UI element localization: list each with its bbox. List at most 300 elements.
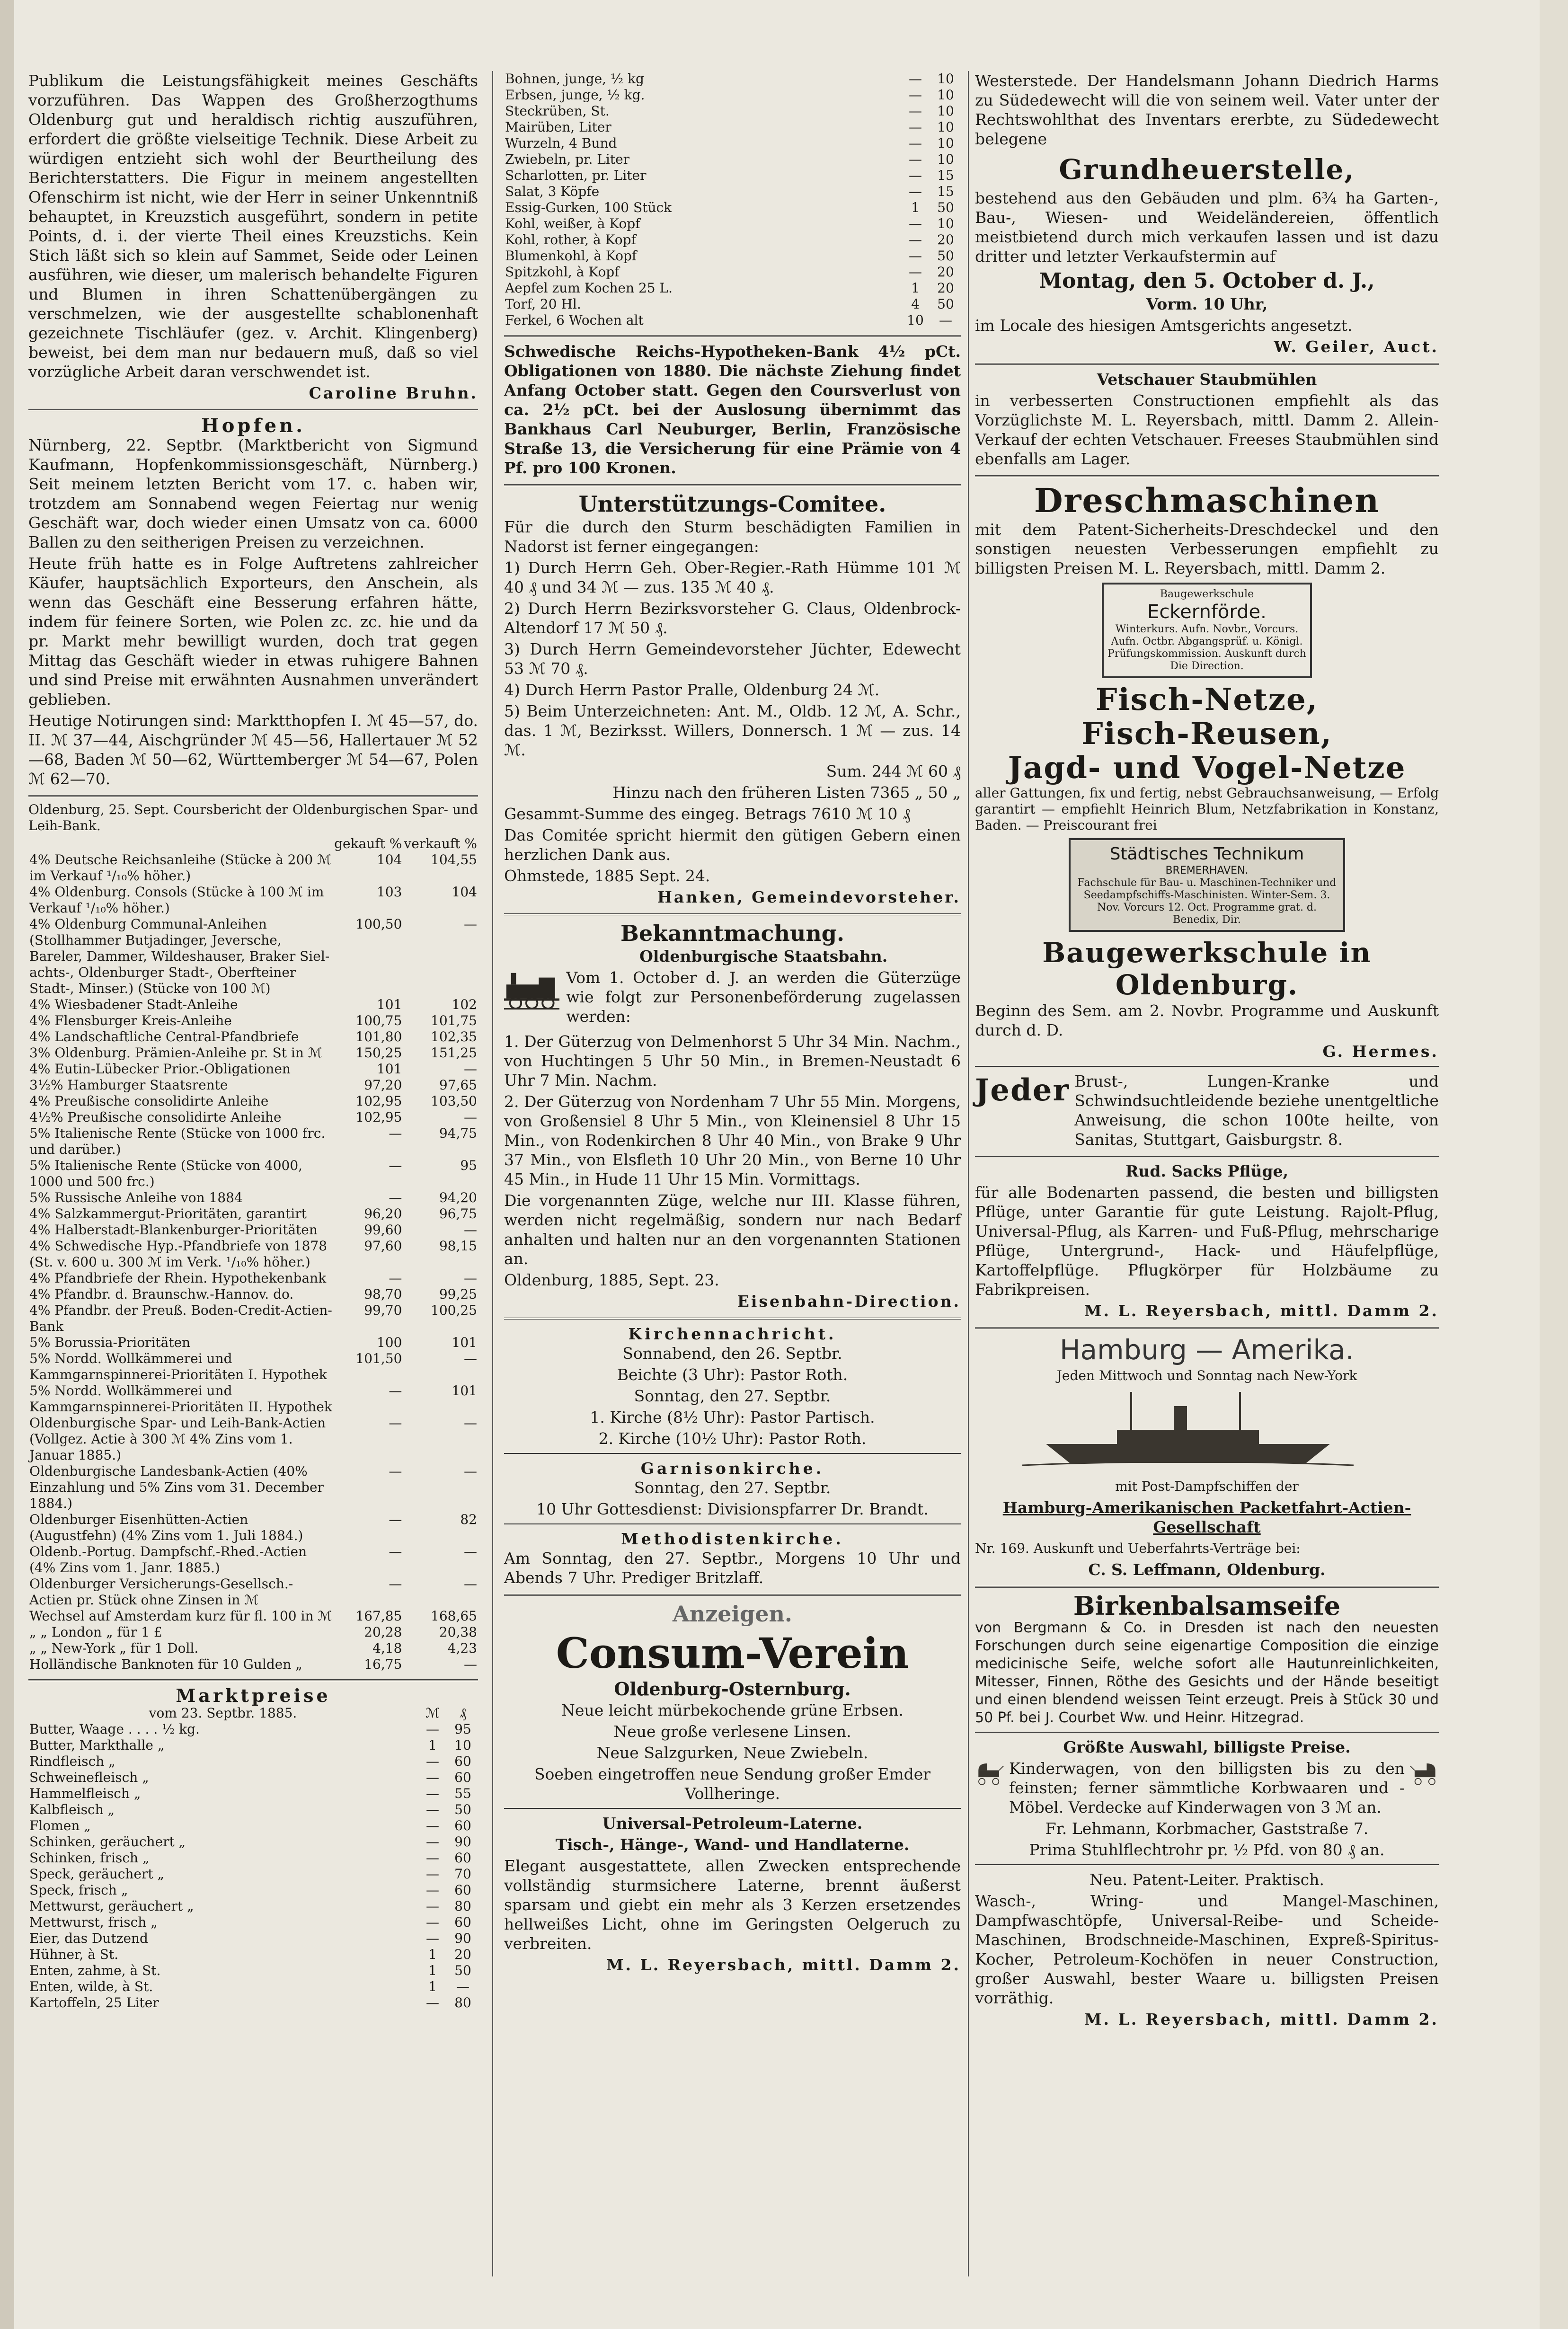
intro-text: Publikum die Leistungsfähigkeit meines Geschäfts vorzuführen. Das Wappen des Großherzogthums Oldenburg gut und heraldisch richtig auszuführen, erfordert die größte vielseitige Technik. Diese Arbeit zu würdigen entzieht sich wohl der Beurtheilung des Berichterstatters. Die Figur in meinem angestellten Ofenschirm ist nicht, wie der Herr in seiner Unkenntniß behauptet, in Kreuzstich ausgeführt, sondern in petite Points, d. i. der vierte Theil eines Kreuzstichs. Kein Stich läßt sich so klein auf Sammet, Seide oder Leinen ausführen, wie dieser, um malerisch behandelte Figuren und Blumen in ihren Schattenübergängen zu verschmelzen, wie der ausgestellte schablonenhaft gezeichnete Tischläufer (gez. v. Archit. Klingenberg) beweist, bei dem man nur bedauern muß, daß so viel vorzügliche Arbeit daran verschwendet ist. bbox=[28, 71, 478, 381]
markt-row-cell: Butter, Markthalle „ bbox=[29, 1737, 165, 1753]
kurs-col-sold: verkauft % bbox=[404, 836, 477, 851]
kurs-row-cell: 102 bbox=[452, 997, 477, 1012]
markt-row bbox=[28, 1753, 478, 1770]
locomotive-icon bbox=[504, 947, 559, 1032]
markt-row bbox=[28, 1963, 478, 1979]
kurs-row-cell: 5% Nordd. Wollkämmerei und Kammgarnspinnerei-Prioritäten I. Hypothek bbox=[29, 1351, 327, 1382]
column-rule bbox=[968, 71, 969, 2276]
markt-row-cell: 60 bbox=[454, 1914, 471, 1930]
unter-sign: Hanken, Gemeindevorsteher. bbox=[657, 888, 961, 906]
markt-row-cell: Schweinefleisch „ bbox=[29, 1770, 149, 1785]
kurs-row-cell: — bbox=[464, 1109, 477, 1125]
eck-title: Baugewerkschule bbox=[1160, 588, 1254, 600]
kurs-row-cell: — bbox=[389, 1190, 402, 1205]
markt-row bbox=[28, 1802, 478, 1818]
price-row bbox=[504, 168, 961, 184]
markt-row-cell: — bbox=[426, 1995, 439, 2010]
kurs-row bbox=[28, 1061, 478, 1077]
west-p2: bestehend aus den Gebäuden und plm. 6¾ ha Garten-, Bau-, Wiesen- und Weideländereien, öffentlich meistbietend durch mich verkaufen lassen und ist dazu dritter und letzter Verkaufstermin auf bbox=[975, 189, 1439, 266]
kurs-row-cell: 3% Oldenburg. Prämien-Anleihe pr. St in ℳ bbox=[29, 1045, 322, 1061]
kurs-row bbox=[28, 1286, 478, 1302]
technikum-box bbox=[1069, 838, 1345, 932]
kurs-row-cell: 16,75 bbox=[364, 1656, 402, 1672]
markt-row-cell: 1 bbox=[428, 1963, 437, 1978]
kurs-row-cell: 99,25 bbox=[439, 1286, 477, 1302]
korb-title: Größte Auswahl, billigste Preise. bbox=[1063, 1738, 1351, 1756]
kurs-row-cell: 101,75 bbox=[431, 1013, 477, 1028]
sack-text: für alle Bodenarten passend, die besten und billigsten Pflüge, unter Garantie für gute Leistung. Rajolt-Pflug, Universal-Pflug, als Karren- und Fuß-Pflug, mehrscharige Pflüge, Untergrund-, Hack- und Häufelpflüge, Kartoffelpflüge. Pflugkörper für Holzbäume zu Fabrikpreisen. bbox=[975, 1183, 1439, 1299]
price-row-cell: Kohl, weißer, à Kopf bbox=[505, 216, 640, 231]
kurs-row-cell: 4½% Preußische consolidirte Anleihe bbox=[29, 1109, 282, 1125]
kurs-row-cell: 4% Salzkammergut-Prioritäten, garantirt bbox=[29, 1206, 307, 1222]
markt-row-cell: Enten, zahme, à St. bbox=[29, 1963, 161, 1978]
markt-row-cell: — bbox=[426, 1931, 439, 1946]
markt-row bbox=[28, 1834, 478, 1850]
markt-row-cell: Butter, Waage . . . . ½ kg. bbox=[29, 1721, 200, 1737]
price-row bbox=[504, 103, 961, 119]
kurs-row-cell: 97,65 bbox=[439, 1077, 477, 1093]
markt-row-cell: 80 bbox=[454, 1995, 471, 2010]
price-row-cell: — bbox=[909, 103, 922, 119]
kurs-row bbox=[28, 1222, 478, 1238]
kurs-row-cell: — bbox=[464, 1544, 477, 1559]
kurs-row-cell: Oldenb.-Portug. Dampfschf.-Rhed.-Actien (4% Zins vom 1. Janr. 1885.) bbox=[29, 1544, 307, 1576]
price-row-cell: 1 bbox=[911, 200, 920, 215]
markt-row-cell: 60 bbox=[454, 1850, 471, 1866]
kurs-row-cell: — bbox=[464, 1351, 477, 1366]
kurs-row-cell: 151,25 bbox=[431, 1045, 477, 1061]
kurs-row-cell: 103,50 bbox=[431, 1093, 477, 1109]
ham-nr: Nr. 169. bbox=[975, 1541, 1029, 1556]
markt-title: Marktpreise bbox=[176, 1685, 331, 1706]
unter-sum2: Hinzu nach den früheren Listen 7365 „ 50 „ bbox=[612, 783, 961, 802]
markt-row bbox=[28, 1979, 478, 1995]
kurs-row-cell: 5% Russische Anleihe von 1884 bbox=[29, 1190, 243, 1205]
kurs-row-cell: 167,85 bbox=[355, 1608, 402, 1624]
kurs-row-cell: Holländische Banknoten für 10 Gulden „ bbox=[29, 1656, 302, 1672]
ham-title: Hamburg — Amerika. bbox=[1059, 1334, 1355, 1366]
markt-row-cell: — bbox=[426, 1786, 439, 1801]
kurs-row-cell: — bbox=[389, 1383, 402, 1399]
ham-text2: Hamburg-Amerikanischen Packetfahrt-Actien-Gesellschaft bbox=[1002, 1498, 1411, 1536]
markt-row-cell: — bbox=[426, 1770, 439, 1785]
markt-row-cell: 95 bbox=[454, 1721, 471, 1737]
unter-title: Unterstützungs-Comitee. bbox=[578, 491, 886, 517]
markt-row bbox=[28, 1898, 478, 1914]
price-row bbox=[504, 151, 961, 168]
kurs-row bbox=[28, 1077, 478, 1093]
price-row bbox=[504, 264, 961, 280]
unter-sum: Sum. 244 ℳ 60 ₰ bbox=[826, 762, 961, 780]
kurs-row-cell: 104,55 bbox=[431, 852, 477, 868]
kurs-row-cell: 99,70 bbox=[364, 1302, 402, 1318]
kurs-row bbox=[28, 1544, 478, 1576]
korb-sign: Fr. Lehmann, Korbmacher, Gaststraße 7. bbox=[1045, 1819, 1369, 1838]
kurs-row-cell: „ „ New-York „ für 1 Doll. bbox=[29, 1640, 199, 1656]
consum-line: Neue leicht mürbekochende grüne Erbsen. bbox=[561, 1701, 904, 1719]
price-row-cell: 10 bbox=[937, 103, 954, 119]
kurs-row-cell: 100,50 bbox=[355, 916, 402, 932]
kurs-row-cell: 95 bbox=[460, 1158, 477, 1173]
markt-row-cell: — bbox=[426, 1914, 439, 1930]
kurs-row-cell: 5% Italienische Rente (Stücke von 1000 frc. und darüber.) bbox=[29, 1125, 326, 1157]
hopfen-p1: Nürnberg, 22. Septbr. (Marktbericht von Sigmund Kaufmann, Hopfenkommissionsgeschäft, Nürnberg.) Seit meinem letzten Bericht vom 17. c. haben wir, trotzdem am Sonnabend wegen Feiertag nur wenig Geschäft war, doch wieder einen Umsatz von ca. 6000 Ballen zu den seitherigen Preisen zu verzeichnen. bbox=[28, 436, 478, 551]
column-2 bbox=[504, 71, 961, 1976]
markt-row bbox=[28, 1931, 478, 1947]
price-row-cell: — bbox=[909, 216, 922, 231]
kurs-row-cell: — bbox=[464, 1576, 477, 1592]
jeder-text: Brust-, Lungen-Kranke und Schwindsuchtleidende beziehe unentgeltliche Anweisung, die schon 100te heilte, von Sanitas, Stuttgart, Gaisburgstr. 8. bbox=[1074, 1072, 1439, 1149]
price-row-cell: — bbox=[909, 87, 922, 103]
west-date: Montag, den 5. October d. J., bbox=[1039, 269, 1375, 293]
masch-text: Wasch-, Wring- und Mangel-Maschinen, Dampfwaschtöpfe, Universal-Reibe- und Scheide-Maschinen, Brodschneide-Maschinen, Expreß-Spiritus-Kocher, Petroleum-Kochöfen in neuer Construction, großer Auswahl, bester Waare u. billigsten Preisen vorräthig. bbox=[975, 1892, 1439, 2007]
meth-text: Am Sonntag, den 27. Septbr., Morgens 10 Uhr und Abends 7 Uhr. Prediger Britzlaff. bbox=[504, 1549, 961, 1587]
price-row-cell: — bbox=[909, 232, 922, 248]
kurs-row-cell: 101,50 bbox=[355, 1351, 402, 1366]
bek-p3: 2. Der Güterzug von Nordenham 7 Uhr 55 Min. Morgens, von Großensiel 8 Uhr 5 Min., von Kleinensiel 8 Uhr 15 Min., von Rodenkirchen 8 Uhr 40 Min., von Brake 9 Uhr 37 Min., von Elsfleth 10 Uhr 20 Min., von Berne 10 Uhr 45 Min., in Hude 11 Uhr 15 Min. Vormittags. bbox=[504, 1092, 961, 1188]
kurs-row-cell: 97,60 bbox=[364, 1238, 402, 1254]
eck-name: Eckernförde. bbox=[1147, 601, 1267, 623]
kurs-row-cell: 4% Deutsche Reichsanleihe (Stücke à 200 ℳ im Verkauf ¹/₁₀% höher.) bbox=[29, 852, 331, 884]
lat-title: Universal-Petroleum-Laterne. bbox=[602, 1814, 863, 1833]
korb-text: Kinderwagen, von den billigsten bis zu den feinsten; ferner sämmtliche Korbwaaren und -Möbel. Verdecke auf Kinderwagen von 3 ℳ an. bbox=[1009, 1759, 1405, 1816]
kurs-row-cell: 98,70 bbox=[364, 1286, 402, 1302]
consum-title: Consum-Verein bbox=[556, 1629, 909, 1678]
anz-title: Anzeigen. bbox=[673, 1601, 792, 1627]
ham-sign: C. S. Leffmann, Oldenburg. bbox=[1088, 1560, 1326, 1579]
markt-row bbox=[28, 1737, 478, 1753]
markt-row bbox=[28, 1818, 478, 1834]
kurs-row-cell: 4% Oldenburg Communal-Anleihen (Stollhammer Butjadinger, Jeversche, Bareler, Dammer, Wildeshauser, Braker Siel-achts-, Oldenburger Stadt-, Oberfteiner Stadt-, Minser.) (Stücke von 100 ℳ) bbox=[29, 916, 330, 996]
markt-row-cell: 1 bbox=[428, 1737, 437, 1753]
markt-col-pf: ₰ bbox=[460, 1705, 466, 1721]
pram-icon bbox=[975, 1737, 1004, 1808]
markt-row-cell: 60 bbox=[454, 1818, 471, 1833]
price-row-cell: Wurzeln, 4 Bund bbox=[505, 135, 617, 151]
kurs-row-cell: 4% Landschaftliche Central-Pfandbriefe bbox=[29, 1029, 299, 1045]
kurs-row bbox=[28, 1206, 478, 1222]
bek-p1: Vom 1. October d. J. an werden die Güterzüge wie folgt zur Personenbeförderung zugelassen werden: bbox=[566, 968, 961, 1026]
markt-table bbox=[28, 1705, 478, 2011]
price-row-cell: 10 bbox=[937, 119, 954, 135]
kurs-row-cell: 5% Borussia-Prioritäten bbox=[29, 1335, 191, 1350]
kurs-row-cell: 4,18 bbox=[372, 1640, 402, 1656]
price-row-cell: 10 bbox=[937, 151, 954, 167]
lat-text: Elegant ausgestattete, allen Zwecken entsprechende vollständig sturmsichere Laterne, brennt äußerst sparsam und giebt ein mehr als 3 Kerzen ersetzendes hellweißes Licht, ohne im Geringsten Oelgeruch zu verbreiten. bbox=[504, 1857, 961, 1953]
price-row-cell: 10 bbox=[937, 135, 954, 151]
ham-sub: Jeden Mittwoch und Sonntag nach New-York bbox=[1056, 1368, 1357, 1383]
staub-title: Vetschauer Staubmühlen bbox=[1097, 370, 1317, 389]
kurs-row bbox=[28, 1576, 478, 1608]
netz-text: aller Gattungen, fix und fertig, nebst Gebrauchsanweisung, — Erfolg garantirt — empfiehlt Heinrich Blum, Netzfabrikation in Konstanz, Baden. — Preiscourant frei bbox=[975, 785, 1439, 833]
markt-row-cell: 90 bbox=[454, 1931, 471, 1946]
bau-sign: G. Hermes. bbox=[1322, 1042, 1439, 1061]
bau-title: Baugewerkschule in Oldenburg. bbox=[1042, 937, 1372, 1001]
price-row-cell: Erbsen, junge, ½ kg. bbox=[505, 87, 645, 103]
price-row-cell: Essig-Gurken, 100 Stück bbox=[505, 200, 672, 215]
kurs-row-cell: 100,25 bbox=[431, 1302, 477, 1318]
schwed-notice: Schwedische Reichs-Hypotheken-Bank 4½ pCt. Obligationen von 1880. Die nächste Ziehung findet Anfang October statt. Gegen den Coursverlust von ca. 2½ pCt. bei der Auslosung übernimmt das Bankhaus Carl Neuburger, Berlin, Französische Straße 13, die Versicherung für eine Prämie von 4 Pf. pro 100 Kronen. bbox=[504, 342, 961, 477]
kurs-row-cell: 100 bbox=[376, 1335, 402, 1350]
consum-line: Neue große verlesene Linsen. bbox=[613, 1722, 851, 1741]
kurs-row-cell: 98,15 bbox=[439, 1238, 477, 1254]
price-row-cell: Aepfel zum Kochen 25 L. bbox=[505, 280, 673, 296]
kurs-row-cell: 4% Wiesbadener Stadt-Anleihe bbox=[29, 997, 238, 1012]
kurs-row-cell: Oldenburger Eisenhütten-Actien (Augustfehn) (4% Zins vom 1. Juli 1884.) bbox=[29, 1512, 303, 1543]
kurs-row-cell: — bbox=[464, 1222, 477, 1238]
kurs-row-cell: 97,20 bbox=[364, 1077, 402, 1093]
price-row-cell: — bbox=[909, 264, 922, 280]
kirch-line: Sonntag, den 27. Septbr. bbox=[634, 1387, 831, 1405]
kurs-row-cell: 4% Halberstadt-Blankenburger-Prioritäten bbox=[29, 1222, 318, 1238]
markt-row-cell: — bbox=[426, 1802, 439, 1817]
markt-row-cell: Speck, frisch „ bbox=[29, 1882, 128, 1898]
markt-row-cell: 55 bbox=[454, 1786, 471, 1801]
price-row-cell: Blumenkohl, à Kopf bbox=[505, 248, 637, 264]
kurs-row-cell: 4% Pfandbr. d. Braunschw.-Hannov. do. bbox=[29, 1286, 294, 1302]
kurs-row-cell: 4% Flensburger Kreis-Anleihe bbox=[29, 1013, 232, 1028]
kurs-row bbox=[28, 1624, 478, 1640]
price-row-cell: — bbox=[909, 119, 922, 135]
birk-title: Birkenbalsamseife bbox=[1073, 1591, 1341, 1621]
lat-sub: Tisch-, Hänge-, Wand- und Handlaterne. bbox=[555, 1835, 910, 1854]
kurs-row-cell: 100,75 bbox=[355, 1013, 402, 1028]
kurs-row bbox=[28, 1383, 478, 1415]
markt-row-cell: Eier, das Dutzend bbox=[29, 1931, 148, 1946]
price-row-cell: — bbox=[909, 248, 922, 264]
markt-row bbox=[28, 1914, 478, 1931]
price-row-cell: 20 bbox=[937, 232, 954, 248]
bek-place: Oldenburg, 1885, Sept. 23. bbox=[504, 1271, 719, 1289]
kurs-row bbox=[28, 1029, 478, 1045]
kurs-row bbox=[28, 1109, 478, 1125]
kurs-row-cell: 4% Oldenburg. Consols (Stücke à 100 ℳ im Verkauf ¹/₁₀% höher.) bbox=[29, 884, 324, 916]
price-row-cell: Scharlotten, pr. Liter bbox=[505, 168, 647, 183]
netz-title-2: Fisch-Reusen, bbox=[1081, 716, 1332, 752]
dresch-title: Dreschmaschinen bbox=[1034, 481, 1380, 520]
eckernfoerde-box bbox=[1102, 583, 1312, 678]
kurs-head: Oldenburg, 25. Sept. Coursbericht der Oldenburgischen Spar- und Leih-Bank. bbox=[28, 802, 478, 833]
eck-text: Winterkurs. Aufn. Novbr., Vorcurs. Aufn. Octbr. Abgangsprüf. u. Königl. Prüfungskommission. Auskunft durch Die Direction. bbox=[1107, 623, 1306, 672]
markt-row-cell: 1 bbox=[428, 1947, 437, 1962]
kurs-row bbox=[28, 1463, 478, 1512]
kurs-row-cell: — bbox=[389, 1544, 402, 1559]
bek-sign: Eisenbahn-Direction. bbox=[737, 1292, 961, 1311]
price-row-cell: Spitzkohl, à Kopf bbox=[505, 264, 620, 280]
kurs-row-cell: — bbox=[389, 1270, 402, 1286]
price-row-cell: Mairüben, Liter bbox=[505, 119, 611, 135]
masch-head: Neu. Patent-Leiter. Praktisch. bbox=[1089, 1870, 1325, 1889]
unter-total: Gesammt-Summe des eingeg. Betrags 7610 ℳ 10 ₰ bbox=[504, 805, 911, 823]
price-row-cell: 50 bbox=[937, 296, 954, 312]
kurs-row-cell: 102,35 bbox=[431, 1029, 477, 1045]
kurs-row-cell: 101,80 bbox=[355, 1029, 402, 1045]
meth-title: Methodistenkirche. bbox=[621, 1530, 844, 1548]
kurs-row-cell: 102,95 bbox=[355, 1093, 402, 1109]
price-row bbox=[504, 216, 961, 232]
markt-row-cell: Mettwurst, geräuchert „ bbox=[29, 1898, 194, 1914]
markt-row-cell: Rindfleisch „ bbox=[29, 1753, 115, 1769]
kurs-row bbox=[28, 1351, 478, 1383]
kurs-row-cell: 103 bbox=[376, 884, 402, 900]
bek-p2: 1. Der Güterzug von Delmenhorst 5 Uhr 34 Min. Nachm., von Huchtingen 5 Uhr 50 Min., in Bremen-Neustadt 6 Uhr 7 Min. Nachm. bbox=[504, 1032, 961, 1089]
kurs-row-cell: 4,23 bbox=[447, 1640, 477, 1656]
kurs-row-cell: 94,75 bbox=[439, 1125, 477, 1141]
kurs-row-cell: 101 bbox=[376, 1061, 402, 1077]
kurs-row bbox=[28, 1656, 478, 1673]
kurs-col-bought: gekauft % bbox=[334, 836, 402, 851]
kurs-row-cell: 82 bbox=[460, 1512, 477, 1527]
kirch-line: Sonnabend, den 26. Septbr. bbox=[622, 1344, 842, 1363]
ham-text1: mit Post-Dampfschiffen der bbox=[1115, 1479, 1299, 1494]
kurs-row-cell: — bbox=[389, 1463, 402, 1479]
price-row bbox=[504, 119, 961, 135]
garn-line: 10 Uhr Gottesdienst: Divisionspfarrer Dr. Brandt. bbox=[536, 1500, 929, 1518]
markt-row-cell: Schinken, frisch „ bbox=[29, 1850, 150, 1866]
kurs-row-cell: 101 bbox=[452, 1383, 477, 1399]
unter-item: 1) Durch Herrn Geh. Ober-Regier.-Rath Hümme 101 ℳ 40 ₰ und 34 ℳ — zus. 135 ℳ 40 ₰. bbox=[504, 558, 961, 596]
kurs-row-cell: 104 bbox=[452, 884, 477, 900]
ham-text3: Auskunft und Ueberfahrts-Verträge bei: bbox=[1033, 1541, 1301, 1556]
kurs-row-cell: 94,20 bbox=[439, 1190, 477, 1205]
kurs-row bbox=[28, 1190, 478, 1206]
markt-row bbox=[28, 1947, 478, 1963]
kurs-row-cell: — bbox=[389, 1576, 402, 1592]
markt-row-cell: 70 bbox=[454, 1866, 471, 1882]
price-row-cell: Zwiebeln, pr. Liter bbox=[505, 151, 630, 167]
price-row-cell: — bbox=[909, 71, 922, 87]
lat-sign: M. L. Reyersbach, mittl. Damm 2. bbox=[606, 1956, 961, 1974]
price-row-cell: — bbox=[909, 168, 922, 183]
unter-item: 4) Durch Herrn Pastor Pralle, Oldenburg 24 ℳ. bbox=[504, 681, 880, 699]
bek-title: Bekanntmachung. bbox=[620, 921, 844, 946]
unter-item: 5) Beim Unterzeichneten: Ant. M., Oldb. 12 ℳ, A. Schr., das. 1 ℳ, Bezirksst. Willers, Donnersch. 1 ℳ — zus. 14 ℳ. bbox=[504, 702, 961, 759]
markt-row-cell: 10 bbox=[454, 1737, 471, 1753]
bek-p4: Die vorgenannten Züge, welche nur III. Klasse führen, werden nicht regelmäßig, sondern nur nach Bedarf anhalten und halten nur an den vorgenannten Stationen an. bbox=[504, 1191, 961, 1268]
price-row bbox=[504, 248, 961, 264]
kurs-row-cell: 4% Preußische consolidirte Anleihe bbox=[29, 1093, 269, 1109]
markt-row bbox=[28, 1866, 478, 1882]
column-rule bbox=[492, 71, 493, 2276]
kurs-row bbox=[28, 1158, 478, 1190]
markt-row-cell: Mettwurst, frisch „ bbox=[29, 1914, 158, 1930]
kurs-row-cell: 4% Pfandbriefe der Rhein. Hypothekenbank bbox=[29, 1270, 327, 1286]
kurs-row bbox=[28, 1013, 478, 1029]
price-row-cell: Bohnen, junge, ½ kg bbox=[505, 71, 644, 87]
price-row bbox=[504, 87, 961, 103]
markt-row-cell: — bbox=[426, 1818, 439, 1833]
kurs-row-cell: 3½% Hamburger Staatsrente bbox=[29, 1077, 228, 1093]
steamship-icon bbox=[975, 1387, 1401, 1472]
dresch-text: mit dem Patent-Sicherheits-Dreschdeckel und den sonstigen neuesten Verbesserungen empfiehlt zu billigsten Preisen M. L. Reyersbach, mittl. Damm 2. bbox=[975, 520, 1439, 577]
markt-row-cell: 60 bbox=[454, 1753, 471, 1769]
west-title: Grundheuerstelle, bbox=[1059, 153, 1355, 186]
kurs-row bbox=[28, 1512, 478, 1544]
kurs-row bbox=[28, 1302, 478, 1335]
price-row-cell: — bbox=[909, 135, 922, 151]
markt-row-cell: Flomen „ bbox=[29, 1818, 91, 1833]
kurs-row bbox=[28, 884, 478, 916]
kurs-row-cell: 4% Eutin-Lübecker Prior.-Obligationen bbox=[29, 1061, 291, 1077]
netz-title-1: Fisch-Netze, bbox=[1096, 682, 1318, 717]
jeder-title: Jeder bbox=[975, 1072, 1070, 1108]
price-row-cell: 10 bbox=[937, 71, 954, 87]
kurs-row-cell: — bbox=[464, 1061, 477, 1077]
kurs-row bbox=[28, 1270, 478, 1286]
sack-title: Rud. Sacks Pflüge, bbox=[1125, 1162, 1289, 1180]
kurs-row-cell: 99,60 bbox=[364, 1222, 402, 1238]
price-row-cell: 10 bbox=[937, 87, 954, 103]
hopfen-p2: Heute früh hatte es in Folge Auftretens zahlreicher Käufer, hauptsächlich Exporteurs, den Anschein, als wenn das Geschäft eine Besserung erfahren hätte, indem für feinere Sorten, wie Polen zc. zc. hie und da pr. Markt mehr bewilligt wurden, doch trat gegen Mittag das Geschäft wieder in etwas ruhigere Bahnen und sind Preise mit erwähnten Ausnahmen unverändert geblieben. bbox=[28, 554, 478, 708]
kurs-row-cell: 4% Schwedische Hyp.-Pfandbriefe von 1878 (St. v. 600 u. 300 ℳ im Verk. ¹/₁₀% höher.) bbox=[29, 1238, 328, 1270]
price-row bbox=[504, 296, 961, 312]
kurs-row bbox=[28, 1640, 478, 1656]
price-row-cell: 10 bbox=[907, 312, 924, 328]
kurs-row bbox=[28, 1608, 478, 1624]
markt-row bbox=[28, 1786, 478, 1802]
kurs-row-cell: — bbox=[464, 1415, 477, 1431]
unter-item: 3) Durch Herrn Gemeindevorsteher Jüchter, Edewecht 53 ℳ 70 ₰. bbox=[504, 640, 961, 678]
price-row bbox=[504, 312, 961, 328]
markt-row-cell: Hammelfleisch „ bbox=[29, 1786, 141, 1801]
price-row-cell: Salat, 3 Köpfe bbox=[505, 184, 600, 199]
kurs-row-cell: 168,65 bbox=[431, 1608, 477, 1624]
kirch-line: Beichte (3 Uhr): Pastor Roth. bbox=[617, 1365, 848, 1384]
tech-text: Fachschule für Bau- u. Maschinen-Techniker und Seedampfschiffs-Maschinisten. Winter-Sem. 3. Nov. Vorcurs 12. Oct. Programme grat. d. Benedix, Dir. bbox=[1077, 877, 1337, 926]
binding-edge bbox=[0, 0, 14, 2329]
kurs-row-cell: Oldenburgische Landesbank-Actien (40% Einzahlung und 5% Zins vom 31. December 1884.) bbox=[29, 1463, 324, 1511]
kurs-row-cell: — bbox=[464, 1270, 477, 1286]
kirch-line: 2. Kirche (10½ Uhr): Pastor Roth. bbox=[598, 1429, 867, 1448]
page-edge bbox=[1540, 0, 1568, 2329]
price-row-cell: 15 bbox=[937, 184, 954, 199]
hopfen-p3: Heutige Notirungen sind: Marktthopfen I. ℳ 45—57, do. II. ℳ 37—44, Aischgründer ℳ 45—56, Hallertauer ℳ 52—68, Baden ℳ 50—62, Württemberger ℳ 54—67, Polen ℳ 62—70. bbox=[28, 711, 478, 788]
markt-row-cell: 50 bbox=[454, 1802, 471, 1817]
price-row-cell: 50 bbox=[937, 200, 954, 215]
garn-line: Sonntag, den 27. Septbr. bbox=[634, 1479, 831, 1497]
markt-row bbox=[28, 1882, 478, 1898]
markt-row-cell: — bbox=[426, 1721, 439, 1737]
markt-row-cell: 50 bbox=[454, 1963, 471, 1978]
price-row-cell: Ferkel, 6 Wochen alt bbox=[505, 312, 644, 328]
west-sign: W. Geiler, Auct. bbox=[1274, 337, 1439, 356]
west-time: Vorm. 10 Uhr, bbox=[1146, 295, 1268, 313]
markt-row-cell: Kalbfleisch „ bbox=[29, 1802, 115, 1817]
price-row-cell: 1 bbox=[911, 280, 920, 296]
markt-col-mark: ℳ bbox=[425, 1705, 440, 1721]
price-row bbox=[504, 232, 961, 248]
markt-row-cell: Enten, wilde, à St. bbox=[29, 1979, 153, 1994]
consum-sub: Oldenburg-Osternburg. bbox=[614, 1678, 851, 1700]
bek-sub: Oldenburgische Staatsbahn. bbox=[639, 947, 888, 965]
pram-icon bbox=[1409, 1737, 1439, 1808]
unter-thanks: Das Comitée spricht hiermit den gütigen Gebern einen herzlichen Dank aus. bbox=[504, 826, 961, 864]
price-row-cell: Steckrüben, St. bbox=[505, 103, 610, 119]
kurs-row-cell: 20,38 bbox=[439, 1624, 477, 1640]
kurs-row bbox=[28, 1093, 478, 1109]
kurs-row-cell: 96,75 bbox=[439, 1206, 477, 1222]
markt-row-cell: — bbox=[456, 1979, 470, 1994]
kurs-row bbox=[28, 916, 478, 997]
markt-row-cell: 80 bbox=[454, 1898, 471, 1914]
kurs-row-cell: „ „ London „ für 1 £ bbox=[29, 1624, 162, 1640]
korb-line: Prima Stuhlflechtrohr pr. ½ Pfd. von 80 ₰ an. bbox=[1029, 1841, 1385, 1859]
markt-row-cell: 60 bbox=[454, 1882, 471, 1898]
kurs-row bbox=[28, 1415, 478, 1463]
kurs-row-cell: — bbox=[389, 1125, 402, 1141]
kurs-row-cell: — bbox=[464, 1463, 477, 1479]
price-row bbox=[504, 200, 961, 216]
